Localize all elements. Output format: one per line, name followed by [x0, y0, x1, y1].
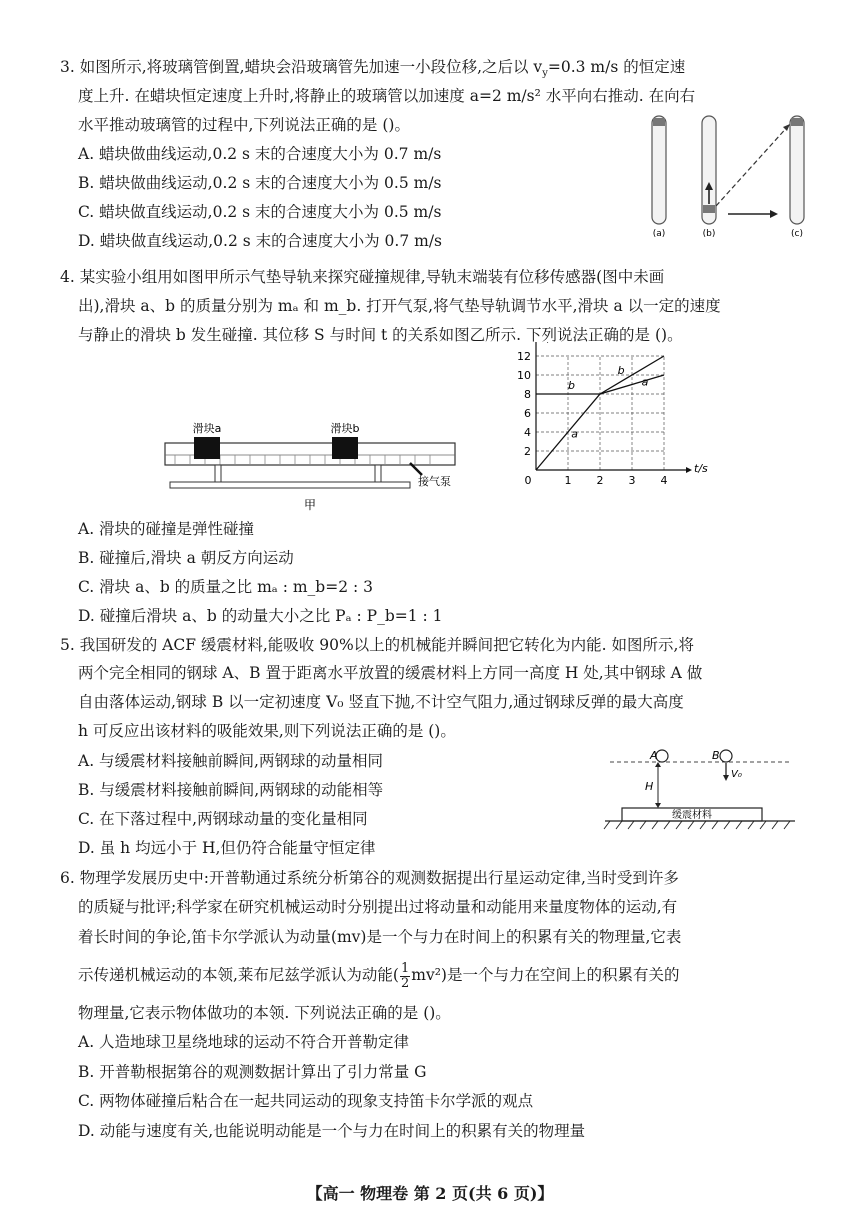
ball-b	[720, 750, 732, 762]
slider-b	[332, 437, 358, 459]
q5-option-a: A. 与缓震材料接触前瞬间,两钢球的动量相同	[78, 752, 383, 770]
fig-label-c: (c)	[791, 229, 803, 239]
q4-line-2: 出),滑块 a、b 的质量分别为 mₐ 和 m_b. 打开气泵,将气垫导轨调节水平,滑块 a 以一定的速度	[78, 297, 721, 315]
ball-a	[656, 750, 668, 762]
q3-option-a: A. 蜡块做曲线运动,0.2 s 末的合速度大小为 0.7 m/s	[78, 145, 442, 163]
y-tick-label: 6	[524, 407, 531, 420]
q3-line-3: 水平推动玻璃管的过程中,下列说法正确的是 ()。	[78, 116, 410, 134]
page-footer: 【高一 物理卷 第 2 页(共 6 页)】	[306, 1184, 554, 1203]
q6-option-a: A. 人造地球卫星绕地球的运动不符合开普勒定律	[78, 1033, 410, 1051]
q5-line-1: 5. 我国研发的 ACF 缓震材料,能吸收 90%以上的机械能并瞬间把它转化为内能. 如图所示,将	[60, 636, 694, 654]
q5-line-2: 两个完全相同的钢球 A、B 置于距离水平放置的缓震材料上方同一高度 H 处,其中钢球 A 做	[78, 664, 703, 682]
slider-a-label: 滑块a	[192, 422, 222, 435]
q5-option-c: C. 在下落过程中,两钢球动量的变化量相同	[78, 810, 368, 828]
q6-option-d: D. 动能与速度有关,也能说明动能是一个与力在时间上的积累有关的物理量	[78, 1122, 586, 1140]
y-tick-label: 2	[524, 445, 531, 458]
series-label-b: b	[617, 364, 625, 378]
series-label-b: b	[568, 379, 575, 392]
h-label: H	[645, 780, 654, 793]
q5-line-3: 自由落体运动,钢球 B 以一定初速度 V₀ 竖直下抛,不计空气阻力,通过钢球反弹的最大高度	[78, 693, 684, 711]
y-tick-label: 10	[517, 369, 531, 382]
q6-line-5: 物理量,它表示物体做功的本领. 下列说法正确的是 ()。	[78, 1004, 451, 1022]
slider-a	[194, 437, 220, 459]
q4-option-b: B. 碰撞后,滑块 a 朝反方向运动	[78, 549, 294, 567]
q3-glass-tube-figure	[640, 110, 815, 240]
dashed-path	[716, 124, 790, 206]
wax-block-a	[653, 118, 665, 126]
track-base	[170, 482, 410, 488]
ball-b-label: B	[712, 749, 720, 762]
y-tick-label: 12	[517, 350, 531, 363]
q4-option-a: A. 滑块的碰撞是弹性碰撞	[78, 520, 255, 538]
x-tick-label: 4	[660, 474, 668, 487]
q6-line-3: 着长时间的争论,笛卡尔学派认为动量(mv)是一个与力在时间上的积累有关的物理量,它表	[78, 928, 682, 946]
q4-line-3: 与静止的滑块 b 发生碰撞. 其位移 S 与时间 t 的关系如图乙所示. 下列说法正确的是 ()。	[78, 326, 683, 344]
q3-line-1: 3. 如图所示,将玻璃管倒置,蜡块会沿玻璃管先加速一小段位移,之后以 $v_y=0.3$ m/s 的恒定速	[60, 58, 686, 80]
series-label-a: a	[641, 375, 649, 389]
x-axis-arrow	[686, 467, 692, 473]
q3-option-b: B. 蜡块做曲线运动,0.2 s 末的合速度大小为 0.5 m/s	[78, 174, 442, 192]
x-tick-label: 2	[596, 474, 604, 487]
q6-line-1: 6. 物理学发展历史中:开普勒通过系统分析第谷的观测数据提出行星运动定律,当时受到许多	[60, 869, 679, 887]
fig-label-a: (a)	[652, 229, 666, 239]
wax-block-b	[703, 205, 715, 213]
q4-option-c: C. 滑块 a、b 的质量之比 mₐ : m_b=2 : 3	[78, 578, 374, 596]
tube-c	[790, 116, 804, 224]
fig-label-b: (b)	[702, 229, 716, 239]
q6-line-2: 的质疑与批评;科学家在研究机械运动时分别提出过将动量和动能用来量度物体的运动,有	[78, 898, 678, 916]
q5-option-d: D. 虽 h 均远小于 H,但仍符合能量守恒定律	[78, 839, 376, 857]
q4-line-1: 4. 某实验小组用如图甲所示气垫导轨来探究碰撞规律,导轨末端装有位移传感器(图中未画	[60, 268, 665, 286]
wax-block-c	[791, 118, 803, 126]
ball-a-label: A	[650, 749, 658, 762]
q5-steel-ball-figure	[600, 745, 800, 835]
q3-line-2: 度上升. 在蜡块恒定速度上升时,将静止的玻璃管以加速度 a=2 m/s² 水平向右推动. 在向右	[78, 87, 696, 105]
v0-label: V₀	[731, 769, 742, 780]
q5-line-4: h 可反应出该材料的吸能效果,则下列说法正确的是 ()。	[78, 722, 456, 740]
fraction-one-half: $\frac{1}{2}$	[400, 960, 410, 991]
fig-jia-caption: 甲	[303, 498, 317, 512]
q4-st-chart	[508, 342, 738, 514]
y-tick-label: 8	[524, 388, 531, 401]
q6-option-b: B. 开普勒根据第谷的观测数据计算出了引力常量 G	[78, 1063, 427, 1081]
q5-option-b: B. 与缓震材料接触前瞬间,两钢球的动能相等	[78, 781, 384, 799]
x-tick-label: 0	[524, 474, 532, 487]
pump-label: 接气泵	[418, 475, 451, 488]
x-tick-label: 3	[628, 474, 636, 487]
y-axis-label	[540, 342, 561, 345]
tube-a	[652, 116, 666, 224]
q4-option-d: D. 碰撞后滑块 a、b 的动量大小之比 Pₐ : P_b=1 : 1	[78, 607, 443, 625]
x-axis-label: t/s	[694, 462, 708, 475]
q6-line-4: 示传递机械运动的本领,莱布尼兹学派认为动能( $\frac{1}{2}$ mv²)是一个与力在空间上的积累有关的	[78, 960, 680, 991]
q3-option-c: C. 蜡块做直线运动,0.2 s 末的合速度大小为 0.5 m/s	[78, 203, 442, 221]
y-tick-label: 4	[524, 426, 531, 439]
x-tick-label: 1	[564, 474, 572, 487]
q4-air-track-figure	[160, 415, 460, 515]
buffer-material-label: 缓震材料	[672, 810, 712, 821]
series-label-a: a	[571, 427, 578, 441]
slider-b-label: 滑块b	[330, 422, 360, 435]
q6-option-c: C. 两物体碰撞后粘合在一起共同运动的现象支持笛卡尔学派的观点	[78, 1092, 534, 1110]
q3-option-d: D. 蜡块做直线运动,0.2 s 末的合速度大小为 0.7 m/s	[78, 232, 442, 250]
